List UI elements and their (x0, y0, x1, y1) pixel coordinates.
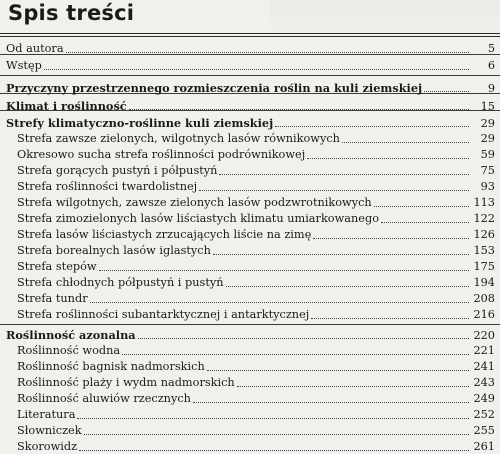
toc-entry-label: Strefa zimozielonych lasów liściastych klimatu umiarkowanego (17, 212, 379, 225)
toc-entry[interactable] (0, 148, 500, 162)
toc-entry[interactable] (0, 164, 500, 178)
dot-leader (226, 285, 469, 287)
toc-entry-label: Strefa stepów (17, 260, 97, 273)
toc-entry[interactable] (0, 99, 500, 113)
toc-entry-page: 243 (473, 376, 495, 389)
toc-entry[interactable] (0, 276, 500, 290)
toc-entry-label: Słowniczek (17, 424, 82, 437)
toc-entry-page: 153 (473, 244, 495, 257)
toc-entry-page: 252 (473, 408, 495, 421)
section-divider (0, 75, 500, 76)
toc-entry[interactable] (0, 260, 500, 274)
toc-entry-label: Okresowo sucha strefa roślinności podrównikowej (17, 148, 306, 161)
toc-entry-label: Strefa tundr (17, 292, 88, 305)
toc-entry-page: 175 (473, 260, 495, 273)
toc-entry-label: Strefa chłodnych półpustyń i pustyń (17, 276, 224, 289)
toc-entry[interactable] (0, 228, 500, 242)
toc-entry[interactable] (0, 344, 500, 358)
toc-entry-label: Od autora (6, 42, 64, 55)
toc-entry-label: Skorowidz (17, 440, 78, 453)
toc-entry-page: 216 (473, 308, 495, 321)
toc-entry-page: 15 (480, 100, 495, 113)
toc-entry-page: 255 (473, 424, 495, 437)
toc-entry-page: 208 (473, 292, 495, 305)
toc-entry[interactable] (0, 116, 500, 130)
toc-entry-label: Strefa gorących pustyń i półpustyń (17, 164, 218, 177)
dot-leader (138, 337, 469, 339)
dot-leader (44, 68, 469, 70)
section-divider (0, 324, 500, 325)
toc-entry-label: Roślinność azonalna (6, 328, 136, 342)
toc-entry-label: Strefa borealnych lasów iglastych (17, 244, 211, 257)
toc-entry-page: 29 (480, 132, 495, 145)
dot-leader (237, 385, 469, 387)
toc-entry[interactable] (0, 424, 500, 438)
toc-entry-label: Wstęp (6, 59, 42, 72)
toc-entry-label: Roślinność aluwiów rzecznych (17, 392, 191, 405)
toc-entry[interactable] (0, 376, 500, 390)
dot-leader (381, 221, 469, 223)
toc-entry-label: Strefa wilgotnych, zawsze zielonych lasów podzwrotnikowych (17, 196, 372, 209)
toc-entry[interactable] (0, 132, 500, 146)
dot-leader (99, 269, 469, 271)
toc-entry[interactable] (0, 408, 500, 422)
toc-entry-label: Roślinność bagnisk nadmorskich (17, 360, 205, 373)
dot-leader (90, 301, 469, 303)
toc-entry-page: 6 (487, 59, 495, 72)
toc-entry-page: 241 (473, 360, 495, 373)
toc-entry-label: Roślinność wodna (17, 344, 121, 357)
toc-entry[interactable] (0, 328, 500, 342)
toc-entry-label: Strefa roślinności twardolistnej (17, 180, 198, 193)
toc-entry-page: 113 (473, 196, 495, 209)
toc-entry[interactable] (0, 292, 500, 306)
title-rule (0, 33, 500, 34)
toc-entry-page: 249 (473, 392, 495, 405)
toc-entry-label: Roślinność plaży i wydm nadmorskich (17, 376, 235, 389)
dot-leader (77, 417, 469, 419)
bleed-through-text (270, 0, 500, 40)
toc-entry-page: 9 (487, 82, 495, 95)
toc-entry[interactable] (0, 392, 500, 406)
toc-entry-page: 5 (487, 42, 495, 55)
toc-entry[interactable] (0, 180, 500, 194)
dot-leader (307, 157, 469, 159)
toc-entry-label: Strefa zawsze zielonych, wilgotnych lasów równikowych (17, 132, 340, 145)
dot-leader (213, 253, 469, 255)
dot-leader (207, 369, 469, 371)
dot-leader (79, 449, 469, 451)
page-title: Spis treści (8, 1, 135, 25)
toc-entry[interactable] (0, 244, 500, 258)
dot-leader (313, 237, 469, 239)
toc-entry-page: 59 (480, 148, 495, 161)
toc-entry[interactable] (0, 360, 500, 374)
toc-entry-page: 220 (473, 329, 495, 342)
toc-entry-page: 126 (473, 228, 495, 241)
toc-entry[interactable] (0, 81, 500, 95)
dot-leader (66, 51, 469, 53)
dot-leader (199, 189, 469, 191)
dot-leader (129, 108, 469, 110)
toc-entry[interactable] (0, 440, 500, 454)
dot-leader (275, 125, 469, 127)
toc-entry[interactable] (0, 308, 500, 322)
toc-entry-label: Strefa roślinności subantarktycznej i antarktycznej (17, 308, 310, 321)
toc-entry-label: Przyczyny przestrzennego rozmieszczenia roślin na kuli ziemskiej (6, 81, 423, 95)
toc-entry-label: Klimat i roślinność (6, 99, 127, 113)
dot-leader (311, 317, 469, 319)
toc-entry-label: Strefa lasów liściastych zrzucających liście na zimę (17, 228, 312, 241)
toc-entry-page: 29 (480, 117, 495, 130)
toc-entry[interactable] (0, 212, 500, 226)
toc-entry[interactable] (0, 196, 500, 210)
dot-leader (374, 205, 469, 207)
toc-entry[interactable] (0, 59, 500, 73)
dot-leader (342, 141, 469, 143)
toc-entry-page: 194 (473, 276, 495, 289)
toc-entry-page: 261 (473, 440, 495, 453)
toc-entry-page: 221 (473, 344, 495, 357)
title-rule-double (0, 36, 500, 37)
toc-entry-label: Literatura (17, 408, 76, 421)
toc-entry[interactable] (0, 42, 500, 56)
dot-leader (122, 353, 469, 355)
dot-leader (193, 401, 469, 403)
dot-leader (219, 173, 469, 175)
dot-leader (424, 90, 469, 92)
toc-entry-page: 122 (473, 212, 495, 225)
toc-entry-page: 93 (480, 180, 495, 193)
toc-entry-page: 75 (480, 164, 495, 177)
toc-entry-label: Strefy klimatyczno-roślinne kuli ziemskiej (6, 116, 274, 130)
